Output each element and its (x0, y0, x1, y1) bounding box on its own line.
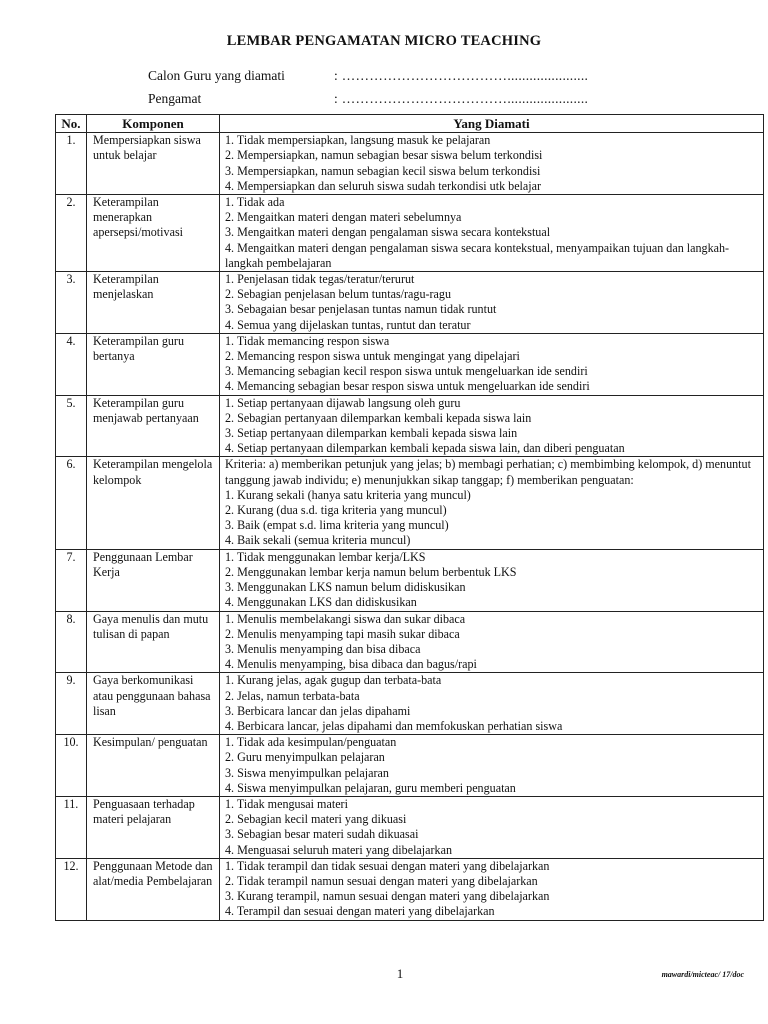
criteria-item: 4. Terampil dan sesuai dengan materi yang dibelajarkan (225, 904, 495, 919)
table-row (56, 333, 764, 395)
criteria-item: 4. Siswa menyimpulkan pelajaran, guru memberi penguatan (225, 780, 516, 795)
criteria-item: 4. Mengaitkan materi dengan pengalaman siswa secara kontekstual, menyampaikan tujuan dan langkah-langkah pembelajaran (225, 240, 730, 270)
observed-criteria (220, 858, 764, 920)
criteria-item: 3. Menggunakan LKS namun belum didiskusikan (225, 580, 466, 595)
row-number: 7. (56, 549, 87, 611)
page-number: 1 (396, 966, 404, 981)
component-name: Mempersiapkan siswa untuk belajar (87, 133, 220, 195)
table-header-row (56, 115, 764, 133)
table-row (56, 133, 764, 195)
criteria-item: 2. Sebagian penjelasan belum tuntas/ragu-ragu (225, 287, 452, 302)
observed-criteria (220, 549, 764, 611)
component-name: Penguasaan terhadap materi pelajaran (87, 796, 220, 858)
criteria-item: 4. Memancing sebagian besar respon siswa untuk mengeluarkan ide sendiri (225, 379, 590, 394)
row-number: 1. (56, 133, 87, 195)
meta-row-candidate (148, 68, 588, 84)
component-name: Penggunaan Metode dan alat/media Pembelajaran (87, 858, 220, 920)
criteria-item: 2. Menggunakan lembar kerja namun belum berbentuk LKS (225, 564, 517, 579)
criteria-item: 2. Sebagian kecil materi yang dikuasi (225, 812, 407, 827)
criteria-item: 2. Mempersiapkan, namun sebagian besar siswa belum terkondisi (225, 148, 543, 163)
page-title: LEMBAR PENGAMATAN MICRO TEACHING (226, 33, 542, 49)
component-name: Keterampilan menjelaskan (87, 272, 220, 334)
criteria-item: 1. Tidak mempersiapkan, langsung masuk ke pelajaran (225, 133, 491, 148)
criteria-item: 4. Menulis menyamping, bisa dibaca dan bagus/rapi (225, 657, 477, 672)
criteria-item: 4. Mempersiapkan dan seluruh siswa sudah terkondisi utk belajar (225, 178, 542, 193)
observed-criteria (220, 735, 764, 797)
header-yang-diamati: Yang Diamati (220, 115, 764, 133)
criteria-item: 1. Menulis membelakangi siswa dan sukar dibaca (225, 611, 466, 626)
criteria-item: 3. Siswa menyimpulkan pelajaran (225, 765, 389, 780)
criteria-item: 4. Menguasai seluruh materi yang dibelajarkan (225, 842, 453, 857)
table-row (56, 195, 764, 272)
table-row (56, 549, 764, 611)
criteria-item: 2. Guru menyimpulkan pelajaran (225, 750, 385, 765)
component-name: Penggunaan Lembar Kerja (87, 549, 220, 611)
meta-label: Calon Guru yang diamati (148, 68, 285, 83)
criteria-item: 3. Kurang terampil, namun sesuai dengan materi yang dibelajarkan (225, 889, 550, 904)
criteria-item: 3. Mengaitkan materi dengan pengalaman siswa secara kontekstual (225, 225, 551, 240)
criteria-item: 4. Semua yang dijelaskan tuntas, runtut dan teratur (225, 317, 471, 332)
table-row (56, 457, 764, 549)
table-row (56, 735, 764, 797)
table-row (56, 858, 764, 920)
row-number: 9. (56, 673, 87, 735)
criteria-item: 1. Tidak menggunakan lembar kerja/LKS (225, 549, 426, 564)
criteria-item: 1. Tidak ada kesimpulan/penguatan (225, 735, 397, 750)
table-row (56, 673, 764, 735)
criteria-item: 1. Setiap pertanyaan dijawab langsung oleh guru (225, 395, 461, 410)
row-number: 2. (56, 195, 87, 272)
criteria-item: 1. Kurang jelas, agak gugup dan terbata-bata (225, 673, 442, 688)
criteria-item: 2. Menulis menyamping tapi masih sukar dibaca (225, 626, 460, 641)
meta-value-field: : ………………………………...................... (334, 68, 589, 83)
table-row (56, 395, 764, 457)
observed-criteria (220, 796, 764, 858)
component-name: Keterampilan guru menjawab pertanyaan (87, 395, 220, 457)
component-name: Gaya berkomunikasi atau penggunaan bahasa lisan (87, 673, 220, 735)
header-no: No. (56, 115, 87, 133)
meta-value-field: : ………………………………...................... (334, 91, 589, 106)
row-number: 3. (56, 272, 87, 334)
criteria-item: 4. Setiap pertanyaan dilemparkan kembali kepada siswa lain, dan diberi penguatan (225, 441, 625, 456)
table-row (56, 611, 764, 673)
criteria-item: 2. Memancing respon siswa untuk mengingat yang dipelajari (225, 349, 520, 364)
criteria-item: 3. Sebagaian besar penjelasan tuntas namun tidak runtut (225, 302, 497, 317)
criteria-item: 4. Berbicara lancar, jelas dipahami dan memfokuskan perhatian siswa (225, 718, 563, 733)
observation-table (55, 114, 764, 921)
observed-criteria (220, 457, 764, 549)
observed-criteria (220, 333, 764, 395)
row-number: 12. (56, 858, 87, 920)
observed-criteria (220, 272, 764, 334)
observed-criteria (220, 395, 764, 457)
observed-criteria (220, 673, 764, 735)
observed-criteria (220, 611, 764, 673)
observed-criteria (220, 133, 764, 195)
row-number: 5. (56, 395, 87, 457)
component-name: Kesimpulan/ penguatan (87, 735, 220, 797)
criteria-item: 3. Mempersiapkan, namun sebagian kecil siswa belum terkondisi (225, 163, 541, 178)
criteria-item: 2. Tidak terampil namun sesuai dengan materi yang dibelajarkan (225, 873, 538, 888)
criteria-item: 2. Kurang (dua s.d. tiga kriteria yang muncul) (225, 503, 447, 518)
row-number: 11. (56, 796, 87, 858)
table-body (56, 133, 764, 920)
meta-row-observer (148, 91, 588, 107)
criteria-item: 3. Setiap pertanyaan dilemparkan kembali kepada siswa lain (225, 426, 518, 441)
table-row (56, 272, 764, 334)
row-number: 10. (56, 735, 87, 797)
row-number: 6. (56, 457, 87, 549)
criteria-item: 2. Sebagian pertanyaan dilemparkan kembali kepada siswa lain (225, 410, 532, 425)
criteria-item: 3. Baik (empat s.d. lima kriteria yang muncul) (225, 518, 449, 533)
footer-reference: mawardi/micteac/ 17/doc (661, 970, 744, 979)
criteria-item: 1. Tidak terampil dan tidak sesuai dengan materi yang dibelajarkan (225, 858, 550, 873)
criteria-item: 1. Kurang sekali (hanya satu kriteria yang muncul) (225, 487, 471, 502)
criteria-item: 1. Tidak mengusai materi (225, 796, 348, 811)
component-name: Keterampilan guru bertanya (87, 333, 220, 395)
meta-label: Pengamat (148, 91, 202, 106)
criteria-item: 4. Baik sekali (semua kriteria muncul) (225, 533, 411, 548)
row-number: 4. (56, 333, 87, 395)
criteria-item: 4. Menggunakan LKS dan didiskusikan (225, 595, 417, 610)
criteria-item: Kriteria: a) memberikan petunjuk yang jelas; b) membagi perhatian; c) membimbing kelompok, d) menuntut tanggung jawab individu; e) menunjukkan sikap tanggap; f) memberikan penguatan: (225, 457, 751, 487)
header-komponen: Komponen (87, 115, 220, 133)
table-row (56, 796, 764, 858)
row-number: 8. (56, 611, 87, 673)
criteria-item: 3. Memancing sebagian kecil respon siswa untuk mengeluarkan ide sendiri (225, 364, 588, 379)
criteria-item: 3. Menulis menyamping dan bisa dibaca (225, 641, 421, 656)
criteria-item: 1. Tidak ada (225, 195, 285, 210)
observed-criteria (220, 195, 764, 272)
criteria-item: 2. Mengaitkan materi dengan materi sebelumnya (225, 210, 462, 225)
criteria-item: 1. Penjelasan tidak tegas/teratur/terurut (225, 272, 415, 287)
criteria-item: 1. Tidak memancing respon siswa (225, 333, 390, 348)
component-name: Keterampilan mengelola kelompok (87, 457, 220, 549)
component-name: Keterampilan menerapkan apersepsi/motivasi (87, 195, 220, 272)
criteria-item: 2. Jelas, namun terbata-bata (225, 688, 360, 703)
component-name: Gaya menulis dan mutu tulisan di papan (87, 611, 220, 673)
criteria-item: 3. Sebagian besar materi sudah dikuasai (225, 827, 419, 842)
criteria-item: 3. Berbicara lancar dan jelas dipahami (225, 703, 411, 718)
